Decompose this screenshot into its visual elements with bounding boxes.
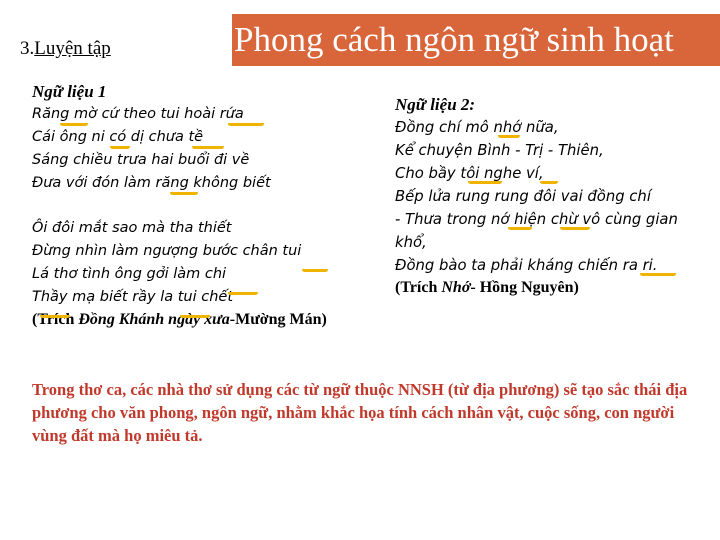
poem-line: Cái ông ni có dị chưa tề [32,129,204,145]
highlight-underline [468,179,502,184]
source-prefix: (Trích [32,311,79,328]
section-label [20,38,111,60]
source-work: Nhớ [441,279,471,296]
poem-line: Răng mờ cứ theo tui hoài rứa [32,106,244,122]
poem-line: Đồng bào ta phải kháng chiến ra ri. [395,257,658,274]
poem-line: Thầy mạ biết rầy la tui chết [32,289,234,305]
poem-line: Bếp lửa rung rung đôi vai đồng chí [395,188,651,205]
poem-2 [395,93,678,299]
poem-1-source [32,309,327,331]
poem-2-source [395,277,678,299]
poem-line: khổ, [395,234,427,251]
highlight-underline [560,225,590,230]
highlight-underline [302,267,328,272]
highlight-underline [508,225,532,230]
source-work: Đồng Khánh ngày xưa [78,311,230,328]
poem-line: Đừng nhìn làm ngượng bước chân tui [32,243,302,259]
highlight-underline [192,144,224,149]
page-title: Phong cách ngôn ngữ sinh hoạt [234,20,674,59]
poem-line: Đồng chí mô nhớ nữa, [395,119,559,136]
poem-line: Đưa với đón làm răng không biết [32,175,271,191]
highlight-underline [498,133,520,138]
title-banner [232,14,720,66]
poem-line: Ôi đôi mắt sao mà tha thiết [32,220,232,236]
highlight-underline [170,190,198,195]
source-suffix: -Mường Mán) [229,311,327,328]
poem-line: Lá thơ tình ông gởi làm chi [32,266,227,282]
poem-1 [32,80,327,331]
highlight-underline [540,179,558,184]
highlight-underline [640,271,676,276]
highlight-underline [60,121,88,126]
highlight-underline [228,121,264,126]
section-title: Luyện tập [34,38,111,59]
source-suffix: - Hồng Nguyên) [470,279,579,296]
poem-line: Cho bầy tôi nghe ví, [395,165,544,182]
section-number: 3. [20,38,35,59]
poem-line: Sáng chiều trưa hai buổi đi về [32,152,250,168]
poem-line: Kể chuyện Bình - Trị - Thiên, [395,142,604,159]
poem-1-heading: Ngữ liệu 1 [32,82,107,101]
highlight-underline [40,313,70,318]
poem-2-heading: Ngữ liệu 2: [395,95,476,114]
highlight-underline [228,290,258,295]
poem-line: - Thưa trong nớ hiện chừ vô cùng gian [395,211,678,228]
summary-paragraph: Trong thơ ca, các nhà thơ sử dụng các từ ngữ thuộc NNSH (từ địa phương) sẽ tạo sắc thái địa phương cho văn phong, ngôn ngữ, nhằm khắc họa tính cách nhân vật, cuộc sống, con người vùng đất mà họ miêu tả. [32,380,688,445]
source-prefix: (Trích [395,279,442,296]
highlight-underline [110,144,130,149]
highlight-underline [180,313,210,318]
